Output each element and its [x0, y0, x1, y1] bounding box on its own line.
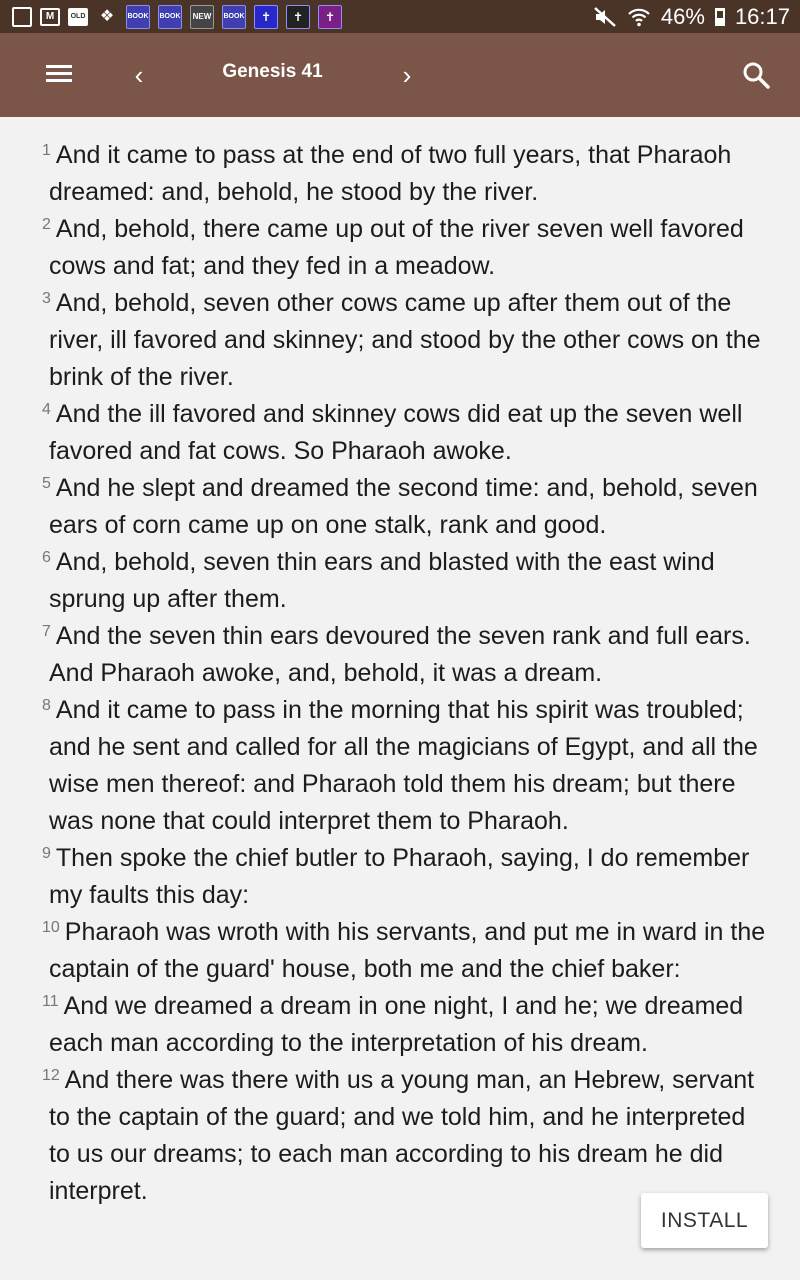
- verse[interactable]: [42, 618, 769, 692]
- verse[interactable]: [42, 692, 769, 840]
- verse[interactable]: [42, 544, 769, 618]
- verse-text: And he slept and dreamed the second time: and, behold, seven ears of corn came up on one stalk, rank and good.: [49, 474, 758, 539]
- bible-cross-app-icon: ✝: [286, 5, 310, 29]
- verse[interactable]: [42, 285, 769, 396]
- wifi-icon: [627, 6, 651, 28]
- bible-cross-app-icon: ✝: [254, 5, 278, 29]
- clock: 16:17: [734, 3, 790, 29]
- chapter-content[interactable]: [0, 117, 800, 1280]
- verse-text: And we dreamed a dream in one night, I and he; we dreamed each man according to the interpretation of his dream.: [49, 992, 744, 1057]
- verse[interactable]: [42, 988, 769, 1062]
- verse[interactable]: [42, 396, 769, 470]
- dropbox-icon: ❖: [99, 7, 115, 25]
- verse-text: And, behold, seven other cows came up after them out of the river, ill favored and skinney; and stood by the other cows on the brink of the river.: [49, 289, 761, 391]
- search-icon[interactable]: [742, 61, 770, 89]
- verse-text: And there was there with us a young man, an Hebrew, servant to the captain of the guard; and we told him, and he interpreted to us our dreams; to each man according to his dream he did interpret.: [49, 1066, 755, 1205]
- book-app-icon: BOOK: [126, 5, 150, 29]
- verse[interactable]: [42, 1062, 769, 1210]
- status-bar: [0, 0, 800, 33]
- verse-number: 12: [42, 1067, 60, 1084]
- verse-number: 6: [42, 549, 51, 566]
- notification-icons: [0, 5, 342, 29]
- verse-list: [42, 137, 769, 1210]
- verse-text: And, behold, seven thin ears and blasted with the east wind sprung up after them.: [49, 548, 715, 613]
- previous-chapter-button[interactable]: ‹: [134, 59, 144, 90]
- verse-number: 2: [42, 216, 51, 233]
- install-button[interactable]: INSTALL: [641, 1193, 768, 1248]
- verse[interactable]: [42, 470, 769, 544]
- verse-text: And it came to pass at the end of two full years, that Pharaoh dreamed: and, behold, he stood by the river.: [49, 141, 732, 206]
- verse-number: 8: [42, 697, 51, 714]
- gallery-icon: [12, 7, 32, 27]
- verse[interactable]: [42, 137, 769, 211]
- next-chapter-button[interactable]: ›: [402, 59, 412, 90]
- verse[interactable]: [42, 211, 769, 285]
- book-app-icon: BOOK: [158, 5, 182, 29]
- status-bar-right: [593, 0, 790, 33]
- verse-text: And, behold, there came up out of the river seven well favored cows and fat; and they fed in a meadow.: [49, 215, 744, 280]
- bible-cross-app-icon: ✝: [318, 5, 342, 29]
- battery-icon: [715, 8, 725, 26]
- verse-text: Pharaoh was wroth with his servants, and put me in ward in the captain of the guard' house, both me and the chief baker:: [49, 918, 766, 983]
- old-testament-app-icon: OLD: [68, 8, 88, 26]
- gmail-icon: M: [40, 8, 60, 26]
- verse-text: And it came to pass in the morning that his spirit was troubled; and he sent and called for all the magicians of Egypt, and all the wise men thereof: and Pharaoh told them his dream; but there was none that could interpret them to Pharaoh.: [49, 696, 758, 835]
- verse-text: Then spoke the chief butler to Pharaoh, saying, I do remember my faults this day:: [49, 844, 750, 909]
- verse-number: 9: [42, 845, 51, 862]
- book-app-icon: BOOK: [222, 5, 246, 29]
- mute-icon: [593, 6, 617, 28]
- verse-number: 11: [42, 993, 59, 1010]
- verse-number: 5: [42, 475, 51, 492]
- menu-icon[interactable]: [46, 63, 72, 85]
- new-testament-app-icon: NEW: [190, 5, 214, 29]
- verse-text: And the seven thin ears devoured the seven rank and full ears. And Pharaoh awoke, and, behold, it was a dream.: [49, 622, 751, 687]
- app-bar: [0, 33, 800, 117]
- verse-number: 7: [42, 623, 51, 640]
- verse-number: 10: [42, 919, 60, 936]
- verse-text: And the ill favored and skinney cows did eat up the seven well favored and fat cows. So Pharaoh awoke.: [49, 400, 743, 465]
- verse[interactable]: [42, 914, 769, 988]
- chapter-title[interactable]: Genesis 41: [222, 61, 323, 82]
- battery-percent: 46%: [660, 3, 705, 29]
- verse[interactable]: [42, 840, 769, 914]
- verse-number: 3: [42, 290, 51, 307]
- verse-number: 4: [42, 401, 51, 418]
- verse-number: 1: [42, 142, 51, 159]
